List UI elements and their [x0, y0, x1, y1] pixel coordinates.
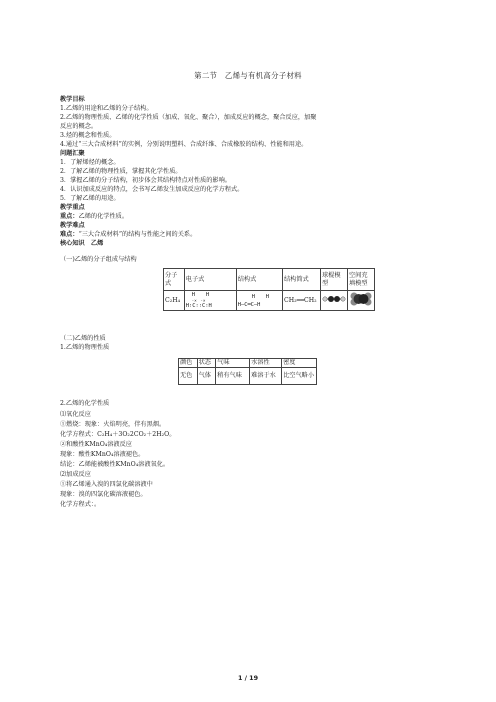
molecular-formula: C₂H₄ [164, 291, 185, 311]
objective-line: 2.乙烯的物理性质、乙烯的化学性质（加成、氧化、聚合），加成反应的概念，聚合反应，加聚 [60, 114, 317, 121]
table-cell: 气体 [197, 368, 216, 385]
table-header: 密度 [282, 359, 317, 368]
issue-line: 2．了解乙烯的物理性质，掌握其化学性质。 [60, 168, 182, 175]
issue-line: 3．掌握乙烯的分子结构，初步体会其结构特点对性质的影响。 [60, 177, 231, 184]
chem-line: 结论：乙烯能被酸性KMnO₄溶液氧化。 [60, 461, 170, 468]
difficulty-heading: 教学难点 [60, 222, 85, 229]
chem-line: ⑵加成反应 [60, 471, 91, 478]
page-title: 第二节 乙烯与有机高分子材料 [194, 71, 302, 80]
table-cell: 稍有气味 [216, 368, 250, 385]
core-heading: 核心知识 乙烯 [60, 240, 104, 247]
key-label: 重点： [60, 213, 79, 220]
difficulty-point [60, 231, 196, 239]
table-header: 空间充填模型 [347, 269, 374, 291]
structure-table [163, 268, 375, 311]
table-cell: 难溶于水 [250, 368, 282, 385]
issue-line: 1．了解烯烃的概念。 [60, 159, 120, 166]
electron-formula: H H ·× ·× H∶C∶∶C∶H [184, 291, 236, 311]
chem-line: ⑴氧化反应 [60, 411, 91, 418]
issue-line: 5．了解乙烯的用途。 [60, 195, 120, 202]
space-filling-model-icon [349, 292, 373, 306]
chem-line: 现象：溴的四氯化碳溶液褪色。 [60, 491, 147, 498]
ball-stick-model-icon [322, 293, 346, 305]
objectives-heading: 教学目标 [60, 96, 85, 103]
issue-line: 4．认识加成反应的特点，会书写乙烯发生加成反应的化学方程式。 [60, 186, 244, 193]
table-header: 水溶性 [250, 359, 282, 368]
chemical-properties-heading: 2.乙烯的化学性质 [60, 400, 110, 407]
chem-line: ①将乙烯通入溴的四氯化碳溶液中 [60, 481, 153, 488]
chem-line: 化学方程式：。 [60, 501, 101, 508]
key-heading: 教学重点 [60, 204, 85, 211]
chem-line: ①燃烧：现象：火焰明亮，伴有黑烟。 [60, 421, 166, 428]
table-header: 球棍模型 [320, 269, 347, 291]
chem-line: 现象：酸性KMnO₄溶液褪色。 [60, 451, 145, 458]
page-number: 1 / 19 [237, 674, 259, 682]
objective-line: 反应的概念。 [60, 123, 98, 130]
table-cell: 比空气略小 [282, 368, 317, 385]
table-header: 结构式 [236, 269, 282, 291]
chem-line: 化学方程式：C₂H₄＋3O₂2CO₂＋2H₂O。 [60, 431, 176, 438]
table-cell: 无色 [179, 368, 198, 385]
table-header: 电子式 [184, 269, 236, 291]
table-header: 状态 [197, 359, 216, 368]
chem-line: ②和酸性KMnO₄溶液反应 [60, 441, 132, 448]
key-text: 乙烯的化学性质。 [78, 213, 129, 220]
table-header: 颜色 [179, 359, 198, 368]
issues-heading: 问题汇聚 [60, 150, 85, 157]
physical-properties-table [178, 358, 317, 385]
physical-properties-heading: 1.乙烯的物理性质 [60, 344, 110, 351]
space-filling-model [347, 291, 374, 311]
section-structure: （一)乙烯的分子组成与结构 [60, 256, 137, 263]
structural-formula: H H H—C═C—H [236, 291, 282, 311]
section-properties: （二)乙烯的性质 [60, 335, 106, 342]
table-header: 分子式 [164, 269, 185, 291]
table-header: 结构简式 [282, 269, 320, 291]
difficulty-label: 难点： [60, 231, 79, 238]
objective-line: 4.通过“三大合成材料”的实例，分别说明塑料、合成纤维、合成橡胶的结构、性能和用途。 [60, 141, 308, 148]
objective-line: 3.烃的概念和性质。 [60, 132, 116, 139]
ball-stick-model [320, 291, 347, 311]
objective-line: 1.乙烯的用途和乙烯的分子结构。 [60, 105, 153, 112]
table-header: 气味 [216, 359, 250, 368]
simplified-formula: CH₂══CH₂ [282, 291, 320, 311]
difficulty-text: “三大合成材料”的结构与性能之间的关系。 [78, 231, 197, 238]
key-point [60, 213, 128, 221]
